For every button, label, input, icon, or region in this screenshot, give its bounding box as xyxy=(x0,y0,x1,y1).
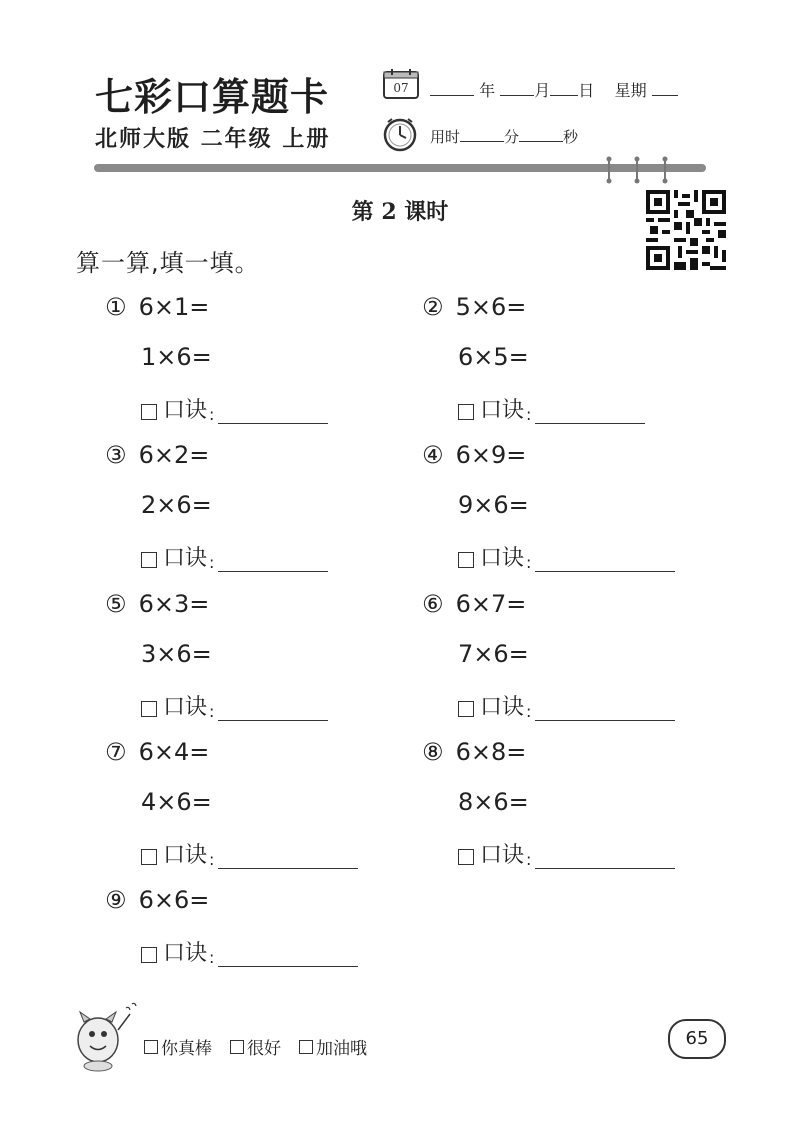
equation: 2×6= xyxy=(141,491,212,519)
checkbox[interactable] xyxy=(141,701,157,717)
problem-number: ④ xyxy=(422,441,444,469)
equation: 3×6= xyxy=(141,640,212,668)
checkbox[interactable] xyxy=(141,849,157,865)
equation: 6×9= xyxy=(455,441,527,469)
rating-label: 很好 xyxy=(247,1039,281,1059)
equation: 5×6= xyxy=(455,293,527,321)
equation: 6×1= xyxy=(138,293,210,321)
checkbox[interactable] xyxy=(141,552,157,568)
formula-label: 口诀 xyxy=(163,941,208,966)
checkbox[interactable] xyxy=(458,552,474,568)
instruction-text: 算一算,填一填。 xyxy=(76,249,260,277)
month-label: 月 xyxy=(534,81,551,100)
problem-8: ⑧ 6×8= 8×6= 口诀 : xyxy=(422,738,722,886)
problem-number: ⑤ xyxy=(105,590,127,618)
problem-number: ⑧ xyxy=(422,738,444,766)
problem-7: ⑦ 6×4= 4×6= 口诀 : xyxy=(105,738,405,886)
checkbox[interactable] xyxy=(458,849,474,865)
rating-label: 你真棒 xyxy=(161,1039,212,1059)
binder-ring-icon xyxy=(662,156,668,184)
day-label: 日 xyxy=(578,81,595,100)
lesson-title: 第 2 课时 xyxy=(351,199,449,225)
equation: 6×3= xyxy=(138,590,210,618)
equation: 1×6= xyxy=(141,343,212,371)
calendar-icon xyxy=(382,68,420,100)
checkbox[interactable] xyxy=(144,1040,158,1054)
problem-1: ① 6×1= 1×6= 口诀 : xyxy=(105,293,405,441)
checkbox[interactable] xyxy=(458,701,474,717)
rating-good[interactable] xyxy=(230,1034,281,1059)
rating-label: 加油哦 xyxy=(316,1039,367,1059)
checkbox[interactable] xyxy=(141,404,157,420)
problem-9: ⑨ 6×6= 口诀 : xyxy=(105,886,405,1034)
minutes-label: 分 xyxy=(504,128,520,146)
formula-label: 口诀 xyxy=(480,398,525,423)
answer-blank[interactable] xyxy=(535,698,675,721)
date-line xyxy=(430,78,678,101)
equation: 6×7= xyxy=(455,590,527,618)
equation: 6×8= xyxy=(455,738,527,766)
day-blank[interactable] xyxy=(550,81,578,96)
header-divider xyxy=(94,164,706,172)
seconds-label: 秒 xyxy=(563,128,579,146)
problem-number: ① xyxy=(105,293,127,321)
formula-label: 口诀 xyxy=(163,398,208,423)
answer-blank[interactable] xyxy=(218,401,328,424)
year-blank[interactable] xyxy=(430,81,474,96)
year-label: 年 xyxy=(479,81,496,100)
problem-5: ⑤ 6×3= 3×6= 口诀 : xyxy=(105,590,405,738)
equation: 6×6= xyxy=(138,886,210,914)
answer-blank[interactable] xyxy=(535,846,675,869)
weekday-label: 星期 xyxy=(614,81,647,100)
page-number: 65 xyxy=(668,1019,726,1059)
month-blank[interactable] xyxy=(500,81,534,96)
checkbox[interactable] xyxy=(458,404,474,420)
formula-label: 口诀 xyxy=(163,843,208,868)
formula-label: 口诀 xyxy=(163,546,208,571)
problem-number: ⑥ xyxy=(422,590,444,618)
rating-keep-going[interactable] xyxy=(299,1034,367,1059)
weekday-blank[interactable] xyxy=(652,81,678,96)
mascot-icon xyxy=(68,1000,140,1074)
problem-4: ④ 6×9= 9×6= 口诀 : xyxy=(422,441,722,589)
checkbox[interactable] xyxy=(299,1040,313,1054)
answer-blank[interactable] xyxy=(218,549,328,572)
equation: 4×6= xyxy=(141,788,212,816)
formula-label: 口诀 xyxy=(480,843,525,868)
equation: 6×5= xyxy=(458,343,529,371)
answer-blank[interactable] xyxy=(218,698,328,721)
seconds-blank[interactable] xyxy=(519,127,563,142)
minutes-blank[interactable] xyxy=(460,127,504,142)
problem-number: ③ xyxy=(105,441,127,469)
time-used-label: 用时 xyxy=(430,128,461,146)
clock-icon xyxy=(382,116,418,152)
problem-2: ② 5×6= 6×5= 口诀 : xyxy=(422,293,722,441)
formula-label: 口诀 xyxy=(480,546,525,571)
formula-label: 口诀 xyxy=(480,695,525,720)
problem-3: ③ 6×2= 2×6= 口诀 : xyxy=(105,441,405,589)
rating-options xyxy=(144,1034,367,1059)
formula-label: 口诀 xyxy=(163,695,208,720)
calendar-day: 07 xyxy=(393,81,409,95)
equation: 8×6= xyxy=(458,788,529,816)
equation: 6×2= xyxy=(138,441,210,469)
equation: 6×4= xyxy=(138,738,210,766)
equation: 9×6= xyxy=(458,491,529,519)
qr-code-icon[interactable] xyxy=(646,190,726,270)
problem-number: ⑦ xyxy=(105,738,127,766)
checkbox[interactable] xyxy=(141,947,157,963)
problem-number: ⑨ xyxy=(105,886,127,914)
problem-number: ② xyxy=(422,293,444,321)
brand-title: 七彩口算题卡 xyxy=(95,74,330,119)
binder-ring-icon xyxy=(634,156,640,184)
rating-great[interactable] xyxy=(144,1034,212,1059)
equation: 7×6= xyxy=(458,640,529,668)
answer-blank[interactable] xyxy=(535,401,645,424)
answer-blank[interactable] xyxy=(535,549,675,572)
checkbox[interactable] xyxy=(230,1040,244,1054)
binder-ring-icon xyxy=(606,156,612,184)
time-line xyxy=(430,126,578,147)
edition-label: 北师大版 二年级 上册 xyxy=(95,127,331,152)
answer-blank[interactable] xyxy=(218,944,358,967)
answer-blank[interactable] xyxy=(218,846,358,869)
problem-6: ⑥ 6×7= 7×6= 口诀 : xyxy=(422,590,722,738)
